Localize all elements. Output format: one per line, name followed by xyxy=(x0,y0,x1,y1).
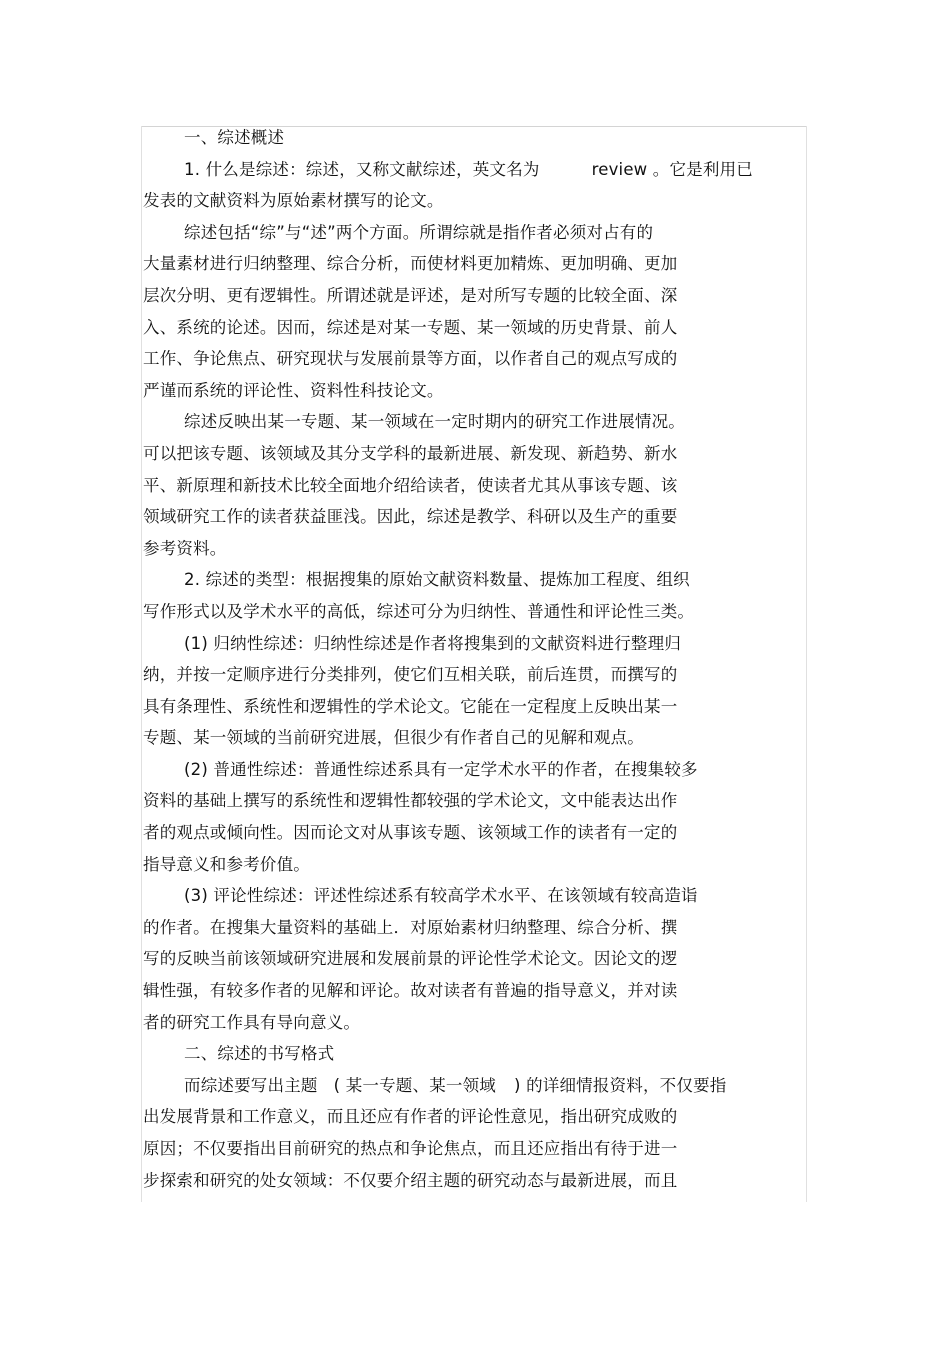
paragraph-line: 平、新原理和新技术比较全面地介绍给读者，使读者尤其从事该专题、该 xyxy=(143,475,678,495)
paragraph-line: 写作形式以及学术水平的高低，综述可分为归纳性、普通性和评论性三类。 xyxy=(143,601,695,621)
text-run: 1. 什么是综述：综述，又称文献综述，英文名为 xyxy=(184,159,540,179)
document-body xyxy=(143,122,803,1196)
paragraph-line: 专题、某一领域的当前研究进展，但很少有作者自己的见解和观点。 xyxy=(143,728,644,748)
paragraph-line: 综述反映出某一专题、某一领域在一定时期内的研究工作进展情况。 xyxy=(184,412,685,432)
paragraph-line: 的作者。在搜集大量资料的基础上．对原始素材归纳整理、综合分析、撰 xyxy=(143,917,678,937)
paragraph-line: 写的反映当前该领域研究进展和发展前景的评论性学术论文。因论文的逻 xyxy=(143,949,678,969)
paragraph-line: 资料的基础上撰写的系统性和逻辑性都较强的学术论文，文中能表达出作 xyxy=(143,791,678,811)
paragraph-line: 参考资料。 xyxy=(143,538,227,558)
text-run: ( 某一专题、某一领域 xyxy=(333,1075,496,1095)
paragraph-line: 出发展背景和工作意义，而且还应有作者的评论性意见，指出研究成败的 xyxy=(143,1107,678,1127)
paragraph-line: 者的观点或倾向性。因而论文对从事该专题、该领域工作的读者有一定的 xyxy=(143,823,678,843)
paragraph-line: (3) 评论性综述：评述性综述系有较高学术水平、在该领域有较高造诣 xyxy=(184,886,698,906)
text-run: review 。它是利用已 xyxy=(591,159,754,179)
text-run: ) 的详细情报资料，不仅要指 xyxy=(514,1075,727,1095)
section-heading: 一、综述概述 xyxy=(184,128,285,147)
paragraph-line xyxy=(143,1070,803,1102)
paragraph-line: 领域研究工作的读者获益匪浅。因此，综述是教学、科研以及生产的重要 xyxy=(143,507,678,527)
page-border-right xyxy=(806,126,807,1202)
paragraph-line: 辑性强，有较多作者的见解和评论。故对读者有普遍的指导意义，并对读 xyxy=(143,981,678,1001)
paragraph-line: 入、系统的论述。因而，综述是对某一专题、某一领域的历史背景、前人 xyxy=(143,317,678,337)
section-heading: 二、综述的书写格式 xyxy=(184,1044,335,1064)
paragraph-line: 大量素材进行归纳整理、综合分析，而使材料更加精炼、更加明确、更加 xyxy=(143,254,678,274)
text-run: 而综述要写出主题 xyxy=(184,1075,318,1095)
paragraph-line: 层次分明、更有逻辑性。所谓述就是评述，是对所写专题的比较全面、深 xyxy=(143,285,678,305)
paragraph-line: 原因；不仅要指出目前研究的热点和争论焦点，而且还应指出有待于进一 xyxy=(143,1139,678,1158)
paragraph-line: (1) 归纳性综述：归纳性综述是作者将搜集到的文献资料进行整理归 xyxy=(184,633,682,653)
page-border-left xyxy=(141,126,142,1202)
paragraph-line: 指导意义和参考价值。 xyxy=(143,854,310,874)
paragraph-line: 具有条理性、系统性和逻辑性的学术论文。它能在一定程度上反映出某一 xyxy=(143,696,678,716)
paragraph-line: 可以把该专题、该领域及其分支学科的最新进展、新发现、新趋势、新水 xyxy=(143,443,678,463)
paragraph-line: 综述包括“综”与“述”两个方面。所谓综就是指作者必须对占有的 xyxy=(184,222,654,242)
paragraph-line: 者的研究工作具有导向意义。 xyxy=(143,1012,361,1032)
paragraph-line: 步探索和研究的处女领域：不仅要介绍主题的研究动态与最新进展，而且 xyxy=(143,1170,678,1190)
paragraph-line: (2) 普通性综述：普通性综述系具有一定学术水平的作者，在搜集较多 xyxy=(184,759,698,779)
paragraph-line: 工作、争论焦点、研究现状与发展前景等方面，以作者自己的观点写成的 xyxy=(143,349,678,369)
paragraph-line: 发表的文献资料为原始素材撰写的论文。 xyxy=(143,191,444,211)
paragraph-line: 严谨而系统的评论性、资料性科技论文。 xyxy=(143,380,444,400)
paragraph-line xyxy=(143,154,803,186)
paragraph-line: 2. 综述的类型：根据搜集的原始文献资料数量、提炼加工程度、组织 xyxy=(184,570,690,590)
paragraph-line: 纳，并按一定顺序进行分类排列，使它们互相关联，前后连贯，而撰写的 xyxy=(143,665,678,685)
